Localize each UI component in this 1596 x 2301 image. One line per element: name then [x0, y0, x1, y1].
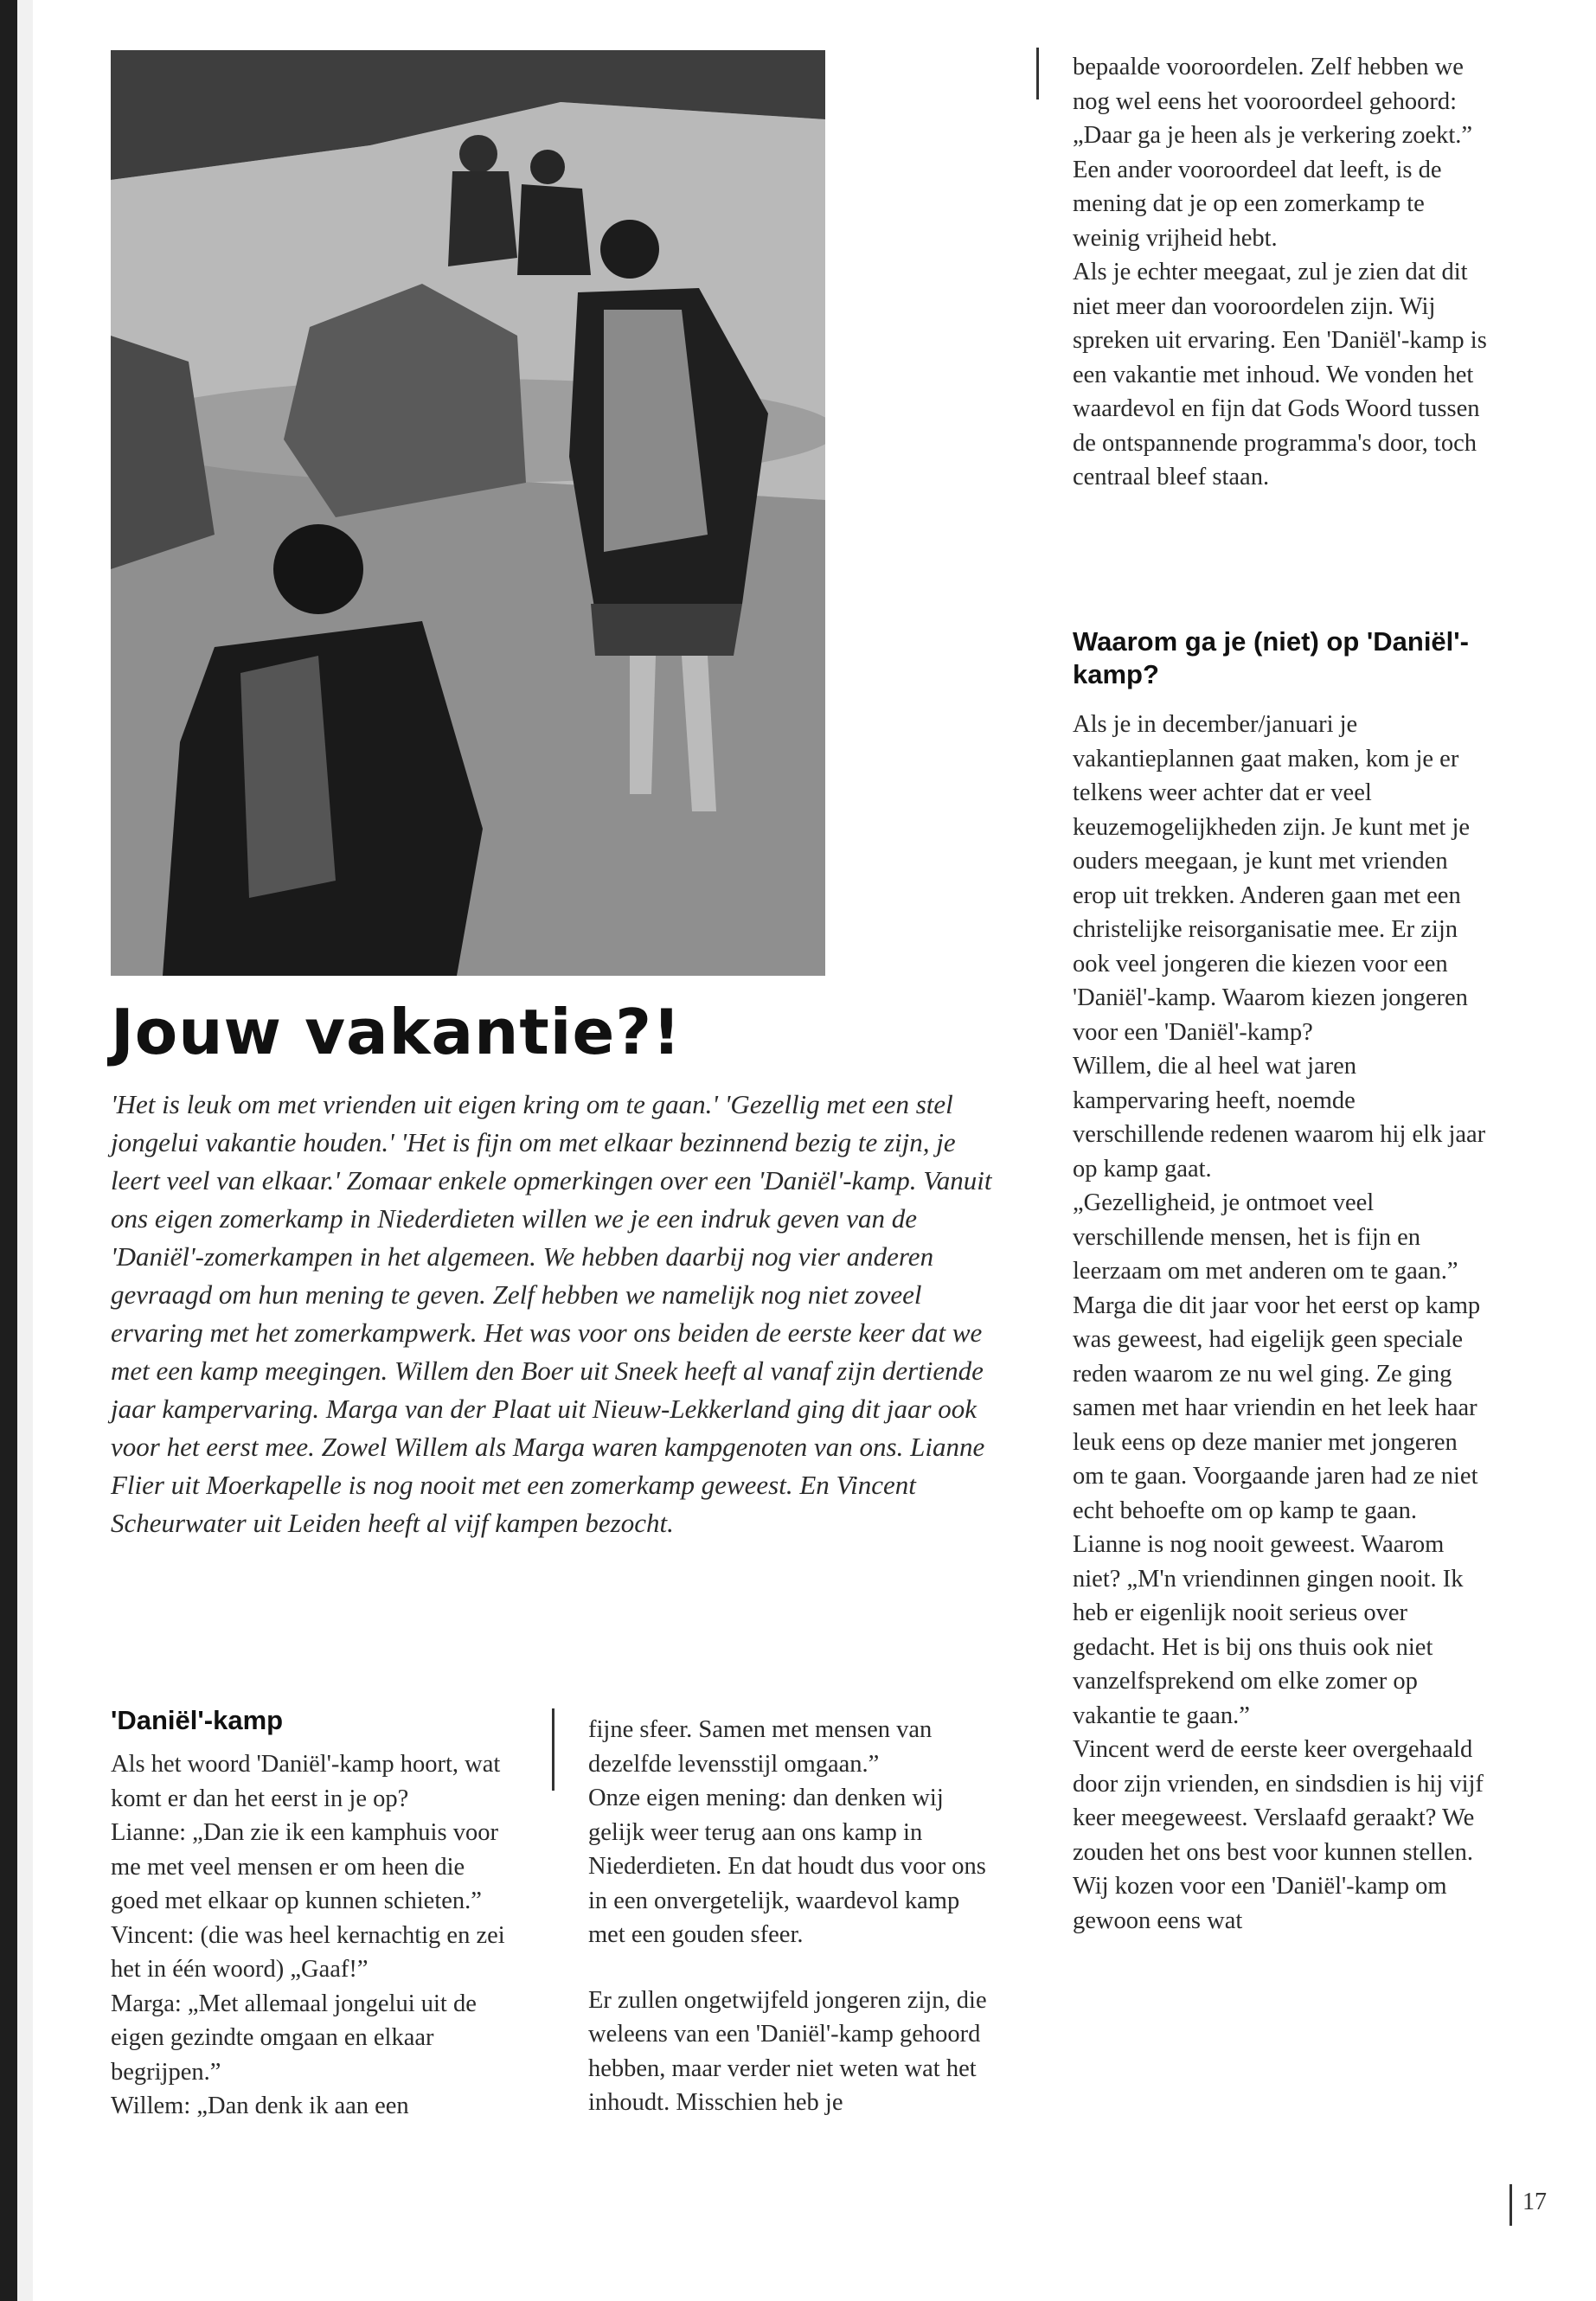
paragraph: Als het woord 'Daniël'-kamp hoort, wat komt er dan het eerst in je op? — [111, 1751, 501, 1812]
photo-illustration — [111, 50, 825, 976]
section-heading-daniel-kamp: 'Daniël'-kamp — [111, 1705, 284, 1735]
article-intro: 'Het is leuk om met vrienden uit eigen kring om te gaan.' 'Gezellig met een stel jongelui vakantie houden.' 'Het is fijn om met elkaar bezinnend bezig te zijn, je leert veel van elkaar.' Zomaar enkele opmerkingen over een 'Daniël'-kamp. Vanuit ons eigen zomerkamp in Niederdieten willen we je een indruk geven van de 'Daniël'-zomerkampen in het algemeen. We hebben daarbij nog vier anderen gevraagd om hun mening te geven. Zelf hebben we namelijk nog niet zoveel ervaring met het zomerkampwerk. Het was voor ons beiden de eerste keer dat we met een kamp meegingen. Willem den Boer uit Sneek heeft al vanaf zijn dertiende jaar kampervaring. Marga van der Plaat uit Nieuw-Lekkerland ging dit jaar ook voor het eerst mee. Zowel Willem als Marga waren kampgenoten van ons. Lianne Flier uit Moerkapelle is nog nooit met een zomerkamp geweest. En Vincent Scheurwater uit Leiden heeft al vijf kampen bezocht. — [111, 1089, 992, 1538]
paragraph: Marga die dit jaar voor het eerst op kamp was geweest, had eigelijk geen speciale reden waarom ze nu wel ging. Ze ging samen met haar vriendin en het leek haar leuk eens op deze manier met jongeren om te gaan. Voorgaande jaren had ze niet echt behoefte om op kamp te gaan. — [1073, 1292, 1481, 1524]
paragraph: Willem: „Dan denk ik aan een — [111, 2093, 409, 2119]
column-divider — [1036, 48, 1039, 99]
column-3-top — [1073, 50, 1488, 495]
photo-hikers-by-lake — [111, 50, 825, 976]
column-divider — [552, 1708, 554, 1791]
article-title: Jouw vakantie?! — [111, 996, 682, 1068]
paragraph: Als je echter meegaat, zul je zien dat dit niet meer dan vooroordelen zijn. Wij spreken uit ervaring. Een 'Daniël'-kamp is een vakantie met inhoud. We vonden het waardevol en fijn dat Gods Woord tussen de ontspannende programma's door, toch centraal bleef staan. — [1073, 259, 1487, 490]
column-1 — [111, 1747, 517, 2124]
paragraph: bepaalde vooroordelen. Zelf hebben we nog wel eens het vooroordeel gehoord: „Daar ga je heen als je verkering zoekt.” Een ander vooroordeel dat leeft, is de mening dat je op een zomerkamp te weinig vrijheid hebt. — [1073, 54, 1473, 252]
page-number-divider — [1509, 2184, 1512, 2226]
paragraph: Onze eigen mening: dan denken wij gelijk weer terug aan ons kamp in Niederdieten. En dat houdt dus voor ons in een onvergetelijk, waardevol kamp met een gouden sfeer. — [588, 1785, 986, 1948]
section-heading-waarom: Waarom ga je (niet) op 'Daniël'-kamp? — [1073, 626, 1469, 689]
paragraph: Vincent: (die was heel kernachtig en zei het in één woord) „Gaaf!” — [111, 1921, 505, 1983]
paragraph: fijne sfeer. Samen met mensen van dezelfde levensstijl omgaan.” — [588, 1716, 933, 1778]
page-spine-highlight — [17, 0, 33, 2301]
paragraph: Wij kozen voor een 'Daniël'-kamp om gewoon eens wat — [1073, 1873, 1447, 1934]
column-2 — [588, 1713, 995, 2120]
paragraph: Marga: „Met allemaal jongelui uit de eigen gezindte omgaan en elkaar begrijpen.” — [111, 1990, 477, 2086]
paragraph: Vincent werd de eerste keer overgehaald door zijn vrienden, en sindsdien is hij vijf keer meegeweest. Verslaafd geraakt? We zouden het ons best voor kunnen stellen. — [1073, 1736, 1484, 1866]
page-number: 17 — [1522, 2189, 1547, 2215]
paragraph: „Gezelligheid, je ontmoet veel verschillende mensen, het is fijn en leerzaam om met anderen om te gaan.” — [1073, 1189, 1458, 1285]
paragraph: Lianne: „Dan zie ik een kamphuis voor me met veel mensen er om heen die goed met elkaar op kunnen schieten.” — [111, 1819, 498, 1914]
paragraph: Er zullen ongetwijfeld jongeren zijn, die weleens van een 'Daniël'-kamp gehoord hebben, maar verder niet weten wat het inhoudt. Misschien heb je — [588, 1986, 987, 2116]
paragraph: Als je in december/januari je vakantieplannen gaat maken, kom je er telkens weer achter dat er veel keuzemogelijkheden zijn. Je kunt met je ouders meegaan, je kunt met vrienden erop uit trekken. Anderen gaan met een christelijke reisorganisatie mee. Er zijn ook veel jongeren die kiezen voor een 'Daniël'-kamp. Waarom kiezen jongeren voor een 'Daniël'-kamp? — [1073, 711, 1471, 1046]
column-3-bottom — [1073, 708, 1488, 1938]
page-spine-shadow — [0, 0, 17, 2301]
paragraph: Willem, die al heel wat jaren kampervaring heeft, noemde verschillende redenen waarom hij elk jaar op kamp gaat. — [1073, 1053, 1486, 1183]
paragraph: Lianne is nog nooit geweest. Waarom niet? „M'n vriendinnen gingen nooit. Ik heb er eigenlijk nooit serieus over gedacht. Het is bij ons thuis ook niet vanzelfsprekend om elke zomer op vakantie te gaan.” — [1073, 1531, 1464, 1729]
